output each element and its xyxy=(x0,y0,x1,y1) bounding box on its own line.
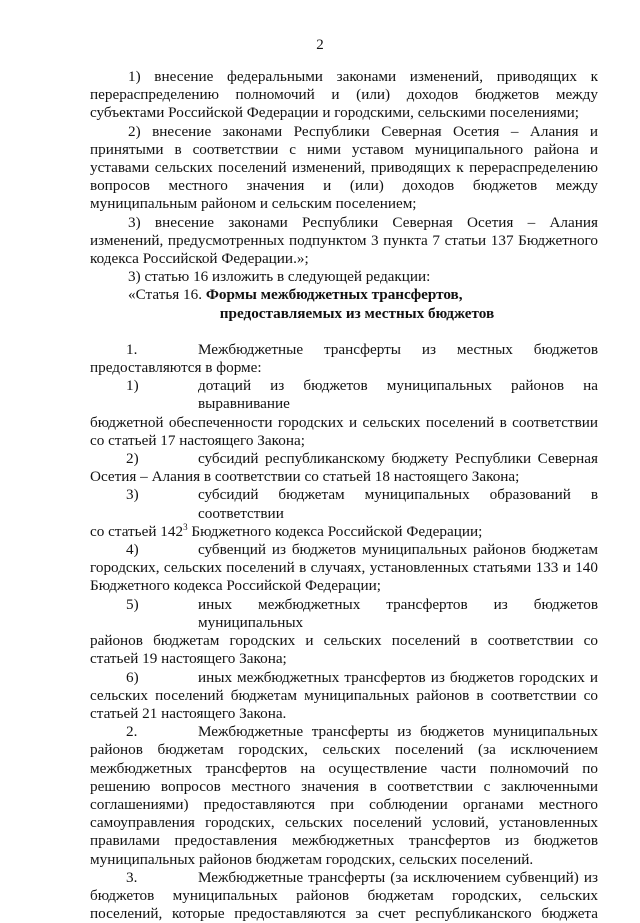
clause-1-item-2 xyxy=(90,450,598,486)
item-number: 2) xyxy=(126,450,139,468)
clause-1-item-5 xyxy=(90,596,598,669)
article-heading xyxy=(90,286,598,304)
item-first-line: субвенций из бюджетов муниципальных районов бюджетам xyxy=(198,541,598,559)
item-first-line: иных межбюджетных трансфертов из бюджетов муниципальных xyxy=(198,595,598,631)
clause-3-first-line: Межбюджетные трансферты (за исключением субвенций) из xyxy=(198,868,598,886)
item-continuation: сельских поселений бюджетам муниципальных районов в соответствии со статьей 21 настоящего Закона. xyxy=(90,686,598,722)
item-continuation xyxy=(90,523,598,541)
item-number: 1) xyxy=(126,377,139,395)
clause-1-item-4 xyxy=(90,541,598,596)
article-title-line-1: Формы межбюджетных трансфертов, xyxy=(205,286,463,304)
item-continuation: Осетия – Алания в соответствии со статьей 18 настоящего Закона; xyxy=(90,468,520,486)
page-number: 2 xyxy=(316,37,324,53)
clause-2-number: 2. xyxy=(126,723,138,741)
clause-1-item-6 xyxy=(90,669,598,724)
article-prefix: «Статья 16. xyxy=(128,286,206,304)
clause-3-number: 3. xyxy=(126,868,138,886)
clause-2-first-line: Межбюджетные трансферты из бюджетов муниципальных xyxy=(198,723,598,741)
item-continuation-a: со статьей 142 xyxy=(90,522,184,540)
clause-3-continuation: бюджетов муниципальных районов бюджетам городских, сельских поселений, которые предоставляются за счет республиканского бюджета xyxy=(90,886,598,923)
superscript: 3 xyxy=(183,521,188,532)
clause-3 xyxy=(90,869,598,923)
clause-1-item-3 xyxy=(90,486,598,541)
paragraph-2: 2) внесение законами Республики Северная Осетия – Алания и принятыми в соответствии с ними уставом муниципального района и уставами сельских поселений изменений, приводящих к перераспределению вопросов местного значения и (или) доходов бюджетов между муниципальным районом и сельским поселением; xyxy=(90,122,598,213)
item-continuation-b: Бюджетного кодекса Российской Федерации; xyxy=(187,522,483,540)
item-number: 6) xyxy=(126,668,139,686)
clause-1-text: Межбюджетные трансферты из местных бюджетов xyxy=(198,340,598,358)
item-first-line: иных межбюджетных трансфертов из бюджетов городских и xyxy=(198,668,598,686)
clause-2 xyxy=(90,723,598,869)
item-first-line: дотаций из бюджетов муниципальных районов на выравнивание xyxy=(198,377,598,413)
paragraph-4: 3) статью 16 изложить в следующей редакции: xyxy=(128,268,431,286)
document-body xyxy=(90,68,598,923)
item-number: 3) xyxy=(126,486,139,504)
item-number: 5) xyxy=(126,595,139,613)
item-continuation: бюджетной обеспеченности городских и сельских поселений в соответствии со статьей 17 настоящего Закона; xyxy=(90,413,598,449)
paragraph-3: 3) внесение законами Республики Северная Осетия – Алания изменений, предусмотренных подпунктом 3 пункта 7 статьи 137 Бюджетного кодекса Российской Федерации.»; xyxy=(90,213,598,268)
clause-1-continuation: предоставляются в форме: xyxy=(90,359,262,377)
item-number: 4) xyxy=(126,541,139,559)
clause-1 xyxy=(90,341,598,723)
clause-2-continuation: районов бюджетам городских, сельских поселений (за исключением межбюджетных трансфертов на осуществление части полномочий по решению вопросов местного значения в соответствии с заключенными соглашениями) предоставляются при соблюдении органами местного самоуправления городских, сельских поселений условий, установленных правилами предоставления межбюджетных трансфертов из бюджетов муниципальных районов бюджетам городских, сельских поселений. xyxy=(90,741,598,868)
item-first-line: субсидий республиканскому бюджету Республики Северная xyxy=(198,450,598,468)
clause-1-item-1 xyxy=(90,377,598,450)
item-continuation: районов бюджетам городских и сельских поселений в соответствии со статьей 19 настоящего Закона; xyxy=(90,632,598,668)
item-first-line: субсидий бюджетам муниципальных образований в соответствии xyxy=(198,486,598,522)
article-title-line-2: предоставляемых из местных бюджетов xyxy=(219,304,495,322)
clause-1-number: 1. xyxy=(126,340,138,358)
item-continuation: городских, сельских поселений в случаях, установленных статьями 133 и 140 Бюджетного кодекса Российской Федерации; xyxy=(90,559,598,595)
paragraph-1: 1) внесение федеральными законами изменений, приводящих к перераспределению полномочий и (или) доходов бюджетов между субъектами Российской Федерации и городскими, сельскими поселениями; xyxy=(90,68,598,122)
clause-1-first-line xyxy=(90,341,598,359)
